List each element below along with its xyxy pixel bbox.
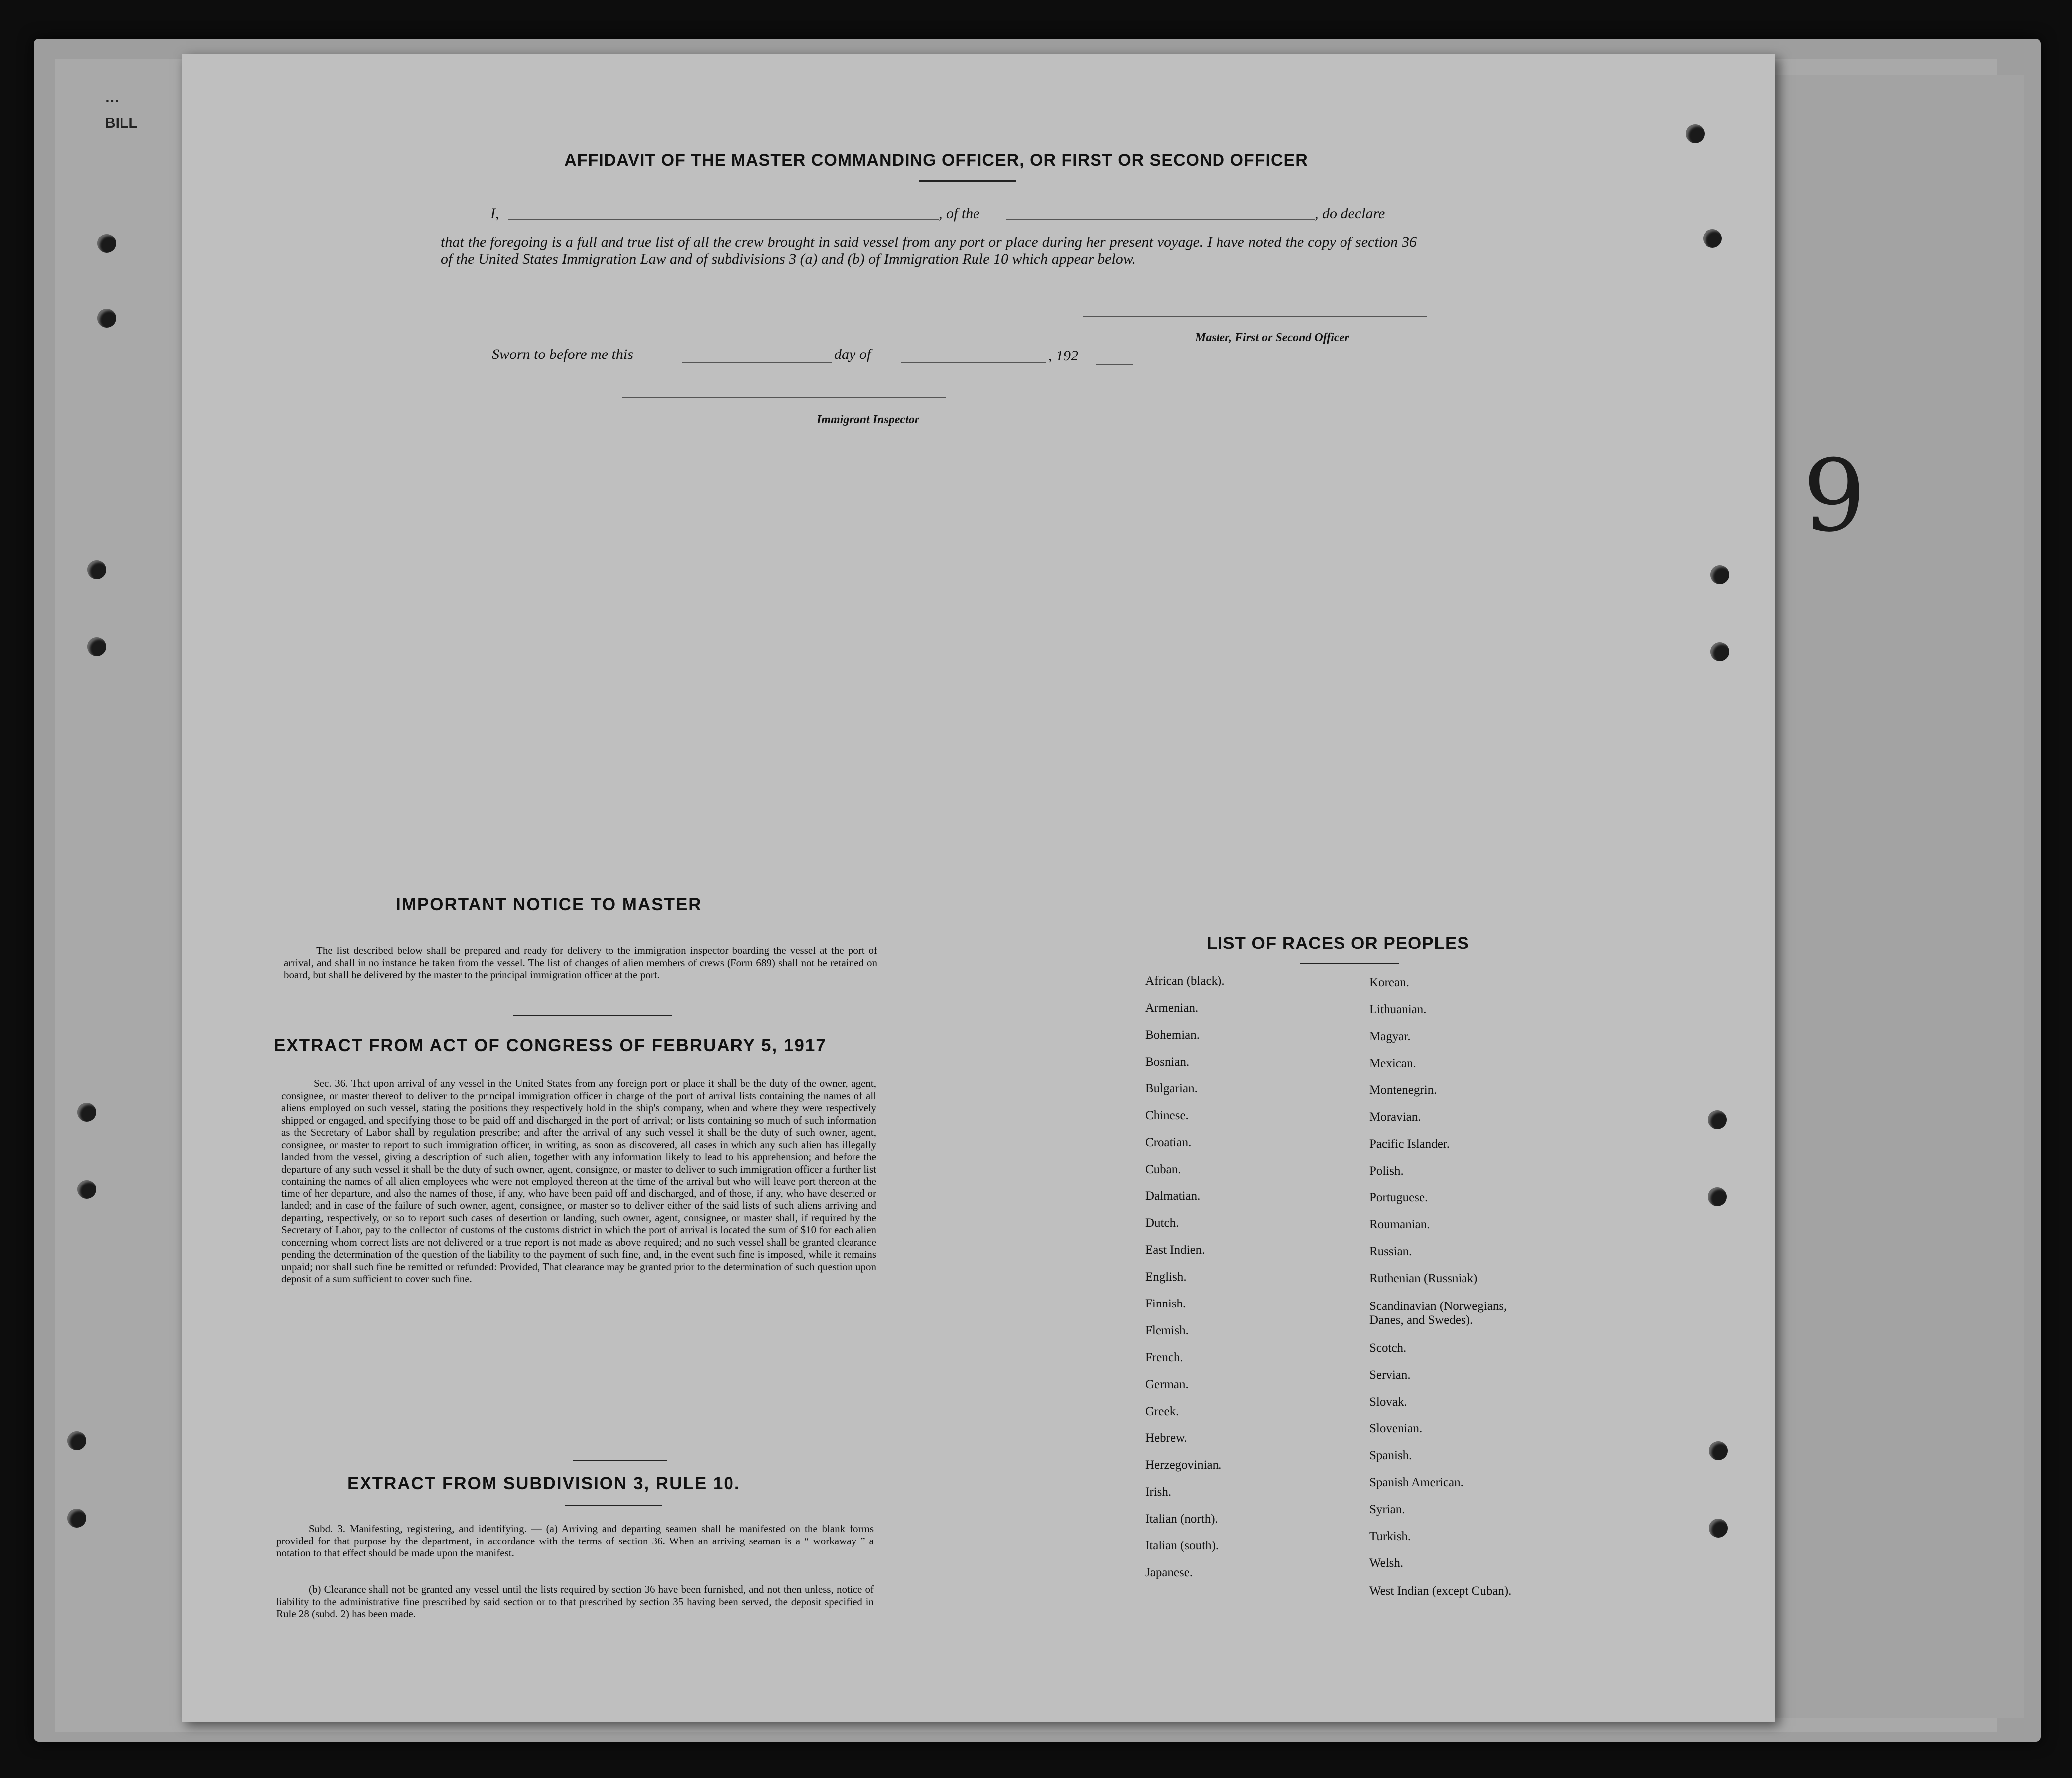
sworn-day-line [682,362,832,363]
race-item: Moravian. [1369,1110,1421,1124]
race-item: West Indian (except Cuban). [1369,1584,1512,1598]
race-item: Ruthenian (Russniak) [1369,1272,1478,1285]
binder-hole [67,1509,86,1528]
affidavit-body: that the foregoing is a full and true list of all the crew brought in said vessel from any port or place during her present voyage. I have noted the copy of section 36 of the United States Immigration Law and of subdivisions 3 (a) and (b) of Immigration Rule 10 which appear below. [441,234,1417,267]
affiant-label: I, [490,205,499,222]
race-item: African (black). [1145,974,1225,988]
race-item: Servian. [1369,1368,1411,1382]
rule-extract-rule [565,1505,662,1506]
race-item: French. [1145,1351,1183,1364]
declare-label: , do declare [1315,205,1385,222]
master-signature-caption: Master, First or Second Officer [1195,331,1349,344]
inspector-caption: Immigrant Inspector [817,413,920,426]
year-label: , 192 [1048,348,1078,364]
binder-hole [87,637,106,656]
race-item: Irish. [1145,1485,1172,1499]
sworn-label: Sworn to before me this [492,346,633,362]
binder-hole [1703,229,1722,248]
ledger-stub [105,85,138,136]
binder-hole [77,1180,96,1199]
race-item: Dutch. [1145,1216,1179,1230]
race-item: Magyar. [1369,1030,1411,1043]
binder-hole [1708,1187,1727,1206]
title-rule [919,180,1016,182]
binder-hole [1710,642,1729,661]
act-extract-title: EXTRACT FROM ACT OF CONGRESS OF FEBRUARY 5, 1917 [274,1036,827,1055]
handwritten-page-number: 9 [1803,438,1866,554]
year-line [1096,364,1133,365]
race-item: English. [1145,1270,1187,1284]
race-item: Italian (north). [1145,1512,1218,1526]
binder-hole [67,1431,86,1450]
race-item: Montenegrin. [1369,1083,1437,1097]
race-item: Bulgarian. [1145,1082,1198,1095]
race-item: Bohemian. [1145,1028,1200,1042]
binder-hole [1710,565,1729,584]
race-item: Lithuanian. [1369,1003,1427,1016]
act-extract-rule [573,1460,667,1461]
race-item: Syrian. [1369,1503,1405,1516]
race-item: Slovak. [1369,1395,1407,1409]
race-item: Roumanian. [1369,1218,1430,1231]
races-title: LIST OF RACES OR PEOPLES [1207,934,1469,953]
race-item: Armenian. [1145,1001,1199,1015]
race-item: Russian. [1369,1245,1412,1258]
race-item: Flemish. [1145,1324,1189,1337]
binder-hole [1709,1441,1728,1460]
race-item: Scotch. [1369,1341,1407,1355]
race-item: Welsh. [1369,1556,1404,1570]
affidavit-page [182,54,1775,1722]
notice-rule [513,1015,672,1016]
binder-hole [97,234,116,253]
race-item: Croatian. [1145,1136,1192,1149]
race-item: Spanish. [1369,1449,1412,1462]
race-item: Finnish. [1145,1297,1186,1310]
race-item: Mexican. [1369,1057,1416,1070]
rule-extract-para-b: (b) Clearance shall not be granted any vessel until the lists required by section 36 have been furnished, and not then unless, notice of liability to the administrative fine prescribed by said section or to that prescribed by section 35 having been served, the deposit specified in Rule 28 (subd. 2) has been made. [276,1583,874,1620]
race-item: East Indien. [1145,1243,1205,1257]
race-item: Chinese. [1145,1109,1189,1122]
affiant-name-line [508,219,939,220]
binder-hole [97,309,116,328]
binder-hole [1709,1519,1728,1538]
sworn-month-line [901,362,1046,363]
rule-extract-para-a: Subd. 3. Manifesting, registering, and identifying. — (a) Arriving and departing seamen shall be manifested on the blank forms provided for that purpose by the department, in accordance with the terms of section 36. When an arriving seaman is a “ workaway ” a notation to that effect should be made upon the manifest. [276,1523,874,1559]
affidavit-title: AFFIDAVIT OF THE MASTER COMMANDING OFFICER, OR FIRST OR SECOND OFFICER [564,151,1308,170]
race-item: Slovenian. [1369,1422,1423,1435]
race-item: Portuguese. [1369,1191,1428,1204]
vessel-name-line [1006,219,1315,220]
race-item: Japanese. [1145,1566,1193,1579]
race-item: German. [1145,1378,1189,1391]
stub-line-1: … [105,89,120,106]
race-item: Pacific Islander. [1369,1137,1450,1151]
race-item: Greek. [1145,1405,1179,1418]
race-item: Cuban. [1145,1163,1181,1176]
act-extract-body: Sec. 36. That upon arrival of any vessel in the United States from any foreign port or place it shall be the duty of the owner, agent, consignee, or master thereof to deliver to the principal immigration officer in charge of the port of arrival lists containing the names of all aliens employed on such vessel, stating the positions they respectively hold in the ship's company, when and where they were respectively shipped or engaged, and specifying those to be paid off and discharged in the port of arrival; or lists containing so much of such information as the Secretary of Labor shall by regulation prescribe; and after the arrival of any such vessel it shall be the duty of such owner, agent, consignee, or master to report to such immigration officer, in writing, as soon as discovered, all cases in which any such alien has illegally landed from the vessel, giving a description of such alien, together with any information likely to lead to his apprehension; and before the departure of any such vessel it shall be the duty of such owner, agent, consignee, or master to deliver to such immigration officer a further list containing the names of all alien employees who were not employed thereon at the time of the arrival but who will leave port thereon at the time of her departure, and also the names of those, if any, who have been paid off and discharged, and of those, if any, who have deserted or landed; and in case of the failure of such owner, agent, consignee, or master so to deliver either of the said lists of such aliens arriving and departing, respectively, or so to report such cases of desertion or landing, such owner, agent, consignee, or master shall, if required by the Secretary of Labor, pay to the collector of customs of the customs district in which the port of arrival is located the sum of $10 for each alien concerning whom correct lists are not delivered or a true report is not made as above required; and no such vessel shall be granted clearance pending the determination of the question of the liability to the payment of such fine, and, in the event such fine is imposed, while it remains unpaid; nor shall such fine be remitted or refunded: Provided, That clearance may be granted prior to the determination of such question upon deposit of a sum sufficient to cover such fine. [281,1077,876,1285]
notice-body: The list described below shall be prepared and ready for delivery to the immigration inspector boarding the vessel at the port of arrival, and shall in no instance be taken from the vessel. The list of changes of alien members of crews (Form 689) shall not be retained on board, but shall be delivered by the master to the principal immigration officer at the port. [284,945,877,981]
race-item: Polish. [1369,1164,1404,1178]
race-item: Hebrew. [1145,1431,1187,1445]
rule-extract-title: EXTRACT FROM SUBDIVISION 3, RULE 10. [347,1474,740,1493]
race-item: Spanish American. [1369,1476,1463,1489]
stub-line-2: BILL [105,115,138,131]
race-item: Bosnian. [1145,1055,1190,1068]
vessel-label: , of the [939,205,980,222]
race-item: Italian (south). [1145,1539,1219,1552]
binder-hole [1708,1110,1727,1129]
binder-hole [1686,124,1705,143]
race-item: Herzegovinian. [1145,1458,1222,1472]
master-signature-line [1083,316,1427,317]
race-item: Scandinavian (Norwegians, Danes, and Swedes). [1369,1300,1507,1327]
underlying-page-edge [1775,75,2024,1718]
race-item: Korean. [1369,976,1409,989]
inspector-signature-line [622,397,946,398]
notice-title: IMPORTANT NOTICE TO MASTER [396,895,702,914]
races-rule [1300,963,1399,964]
binder-hole [77,1103,96,1122]
race-item: Turkish. [1369,1530,1411,1543]
binder-hole [87,560,106,579]
race-item: Dalmatian. [1145,1189,1201,1203]
day-of-label: day of [834,346,871,362]
